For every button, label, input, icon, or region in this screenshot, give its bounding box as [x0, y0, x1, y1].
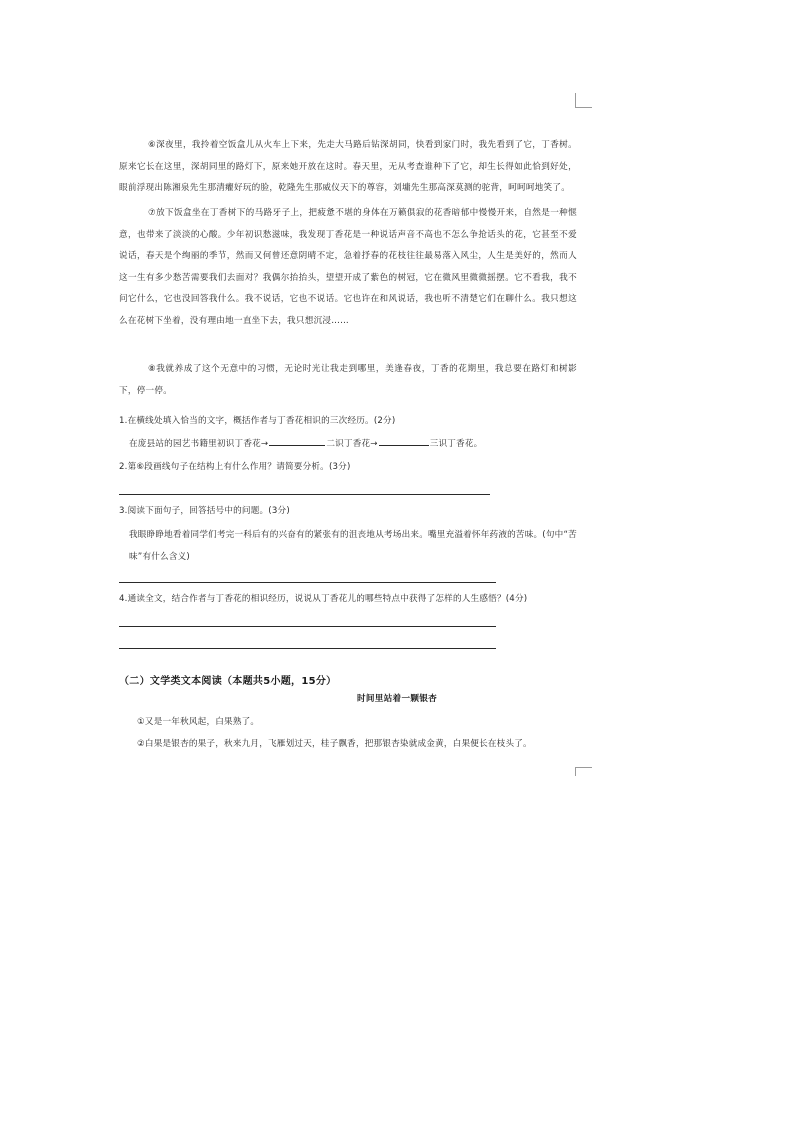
passage-paragraph-7: ⑦放下饭盒坐在丁香树下的马路牙子上，把疲惫不堪的身体在万籁俱寂的花香暗郁中慢慢开来，自然是一种惬意，也带来了淡淡的心酸。少年初识愁滋味，我发现丁香花是一种说话声音不高也不怎么争抢话头的花，它甚至不爱说话，春天是个绚丽的季节，然而又何曾还意阴晴不定，急着抒春的花枝往往最易落入风尘，人生是美好的，然而人这一生有多少愁苦需要我们去面对？我偶尔抬抬头，望望开成了紫色的树冠，它在微风里微微摇摆。它不看我，我不问它什么，它也没回答我什么。我不说话，它也不说话。它也许在和风说话，我也听不清楚它们在聊什么。我只想这么在花树下坐着，没有理由地一直坐下去，我只想沉浸…… [119, 208, 577, 326]
page-corner-mark-bottom [575, 767, 592, 776]
answer-line[interactable] [119, 494, 490, 495]
page-corner-mark-top [575, 93, 592, 108]
question-1-fill-line [129, 434, 482, 455]
passage-paragraph-8: ⑧我就养成了这个无意中的习惯，无论时光让我走到哪里，美逢春夜，丁香的花期里，我总要在路灯和树影下，停一停。 [119, 364, 577, 396]
question-1: 1.在横线处填入恰当的文字，概括作者与丁香花相识的三次经历。(2分) [119, 416, 396, 426]
question-2: 2.第⑥段画线句子在结构上有什么作用？请简要分析。(3分) [119, 462, 351, 472]
passage-paragraph-6: ⑥深夜里，我拎着空饭盒儿从火车上下来，先走大马路后钻深胡同，快看到家门时，我先看到了它，丁香树。原来它长在这里，深胡同里的路灯下，原来她开放在这时。春天里，无从考查谁种下了它，却生长得如此恰到好处，眼前浮现出陈湘泉先生那清癯好玩的脸，乾隆先生那威仪天下的尊容，刘墉先生那高深莫测的驼背，呵呵呵地笑了。 [119, 140, 577, 194]
article-paragraph-2: ②白果是银杏的果子，秋来九月，飞雁划过天，桂子飘香，把那银杏染就成金黄，白果便长在枝头了。 [137, 739, 532, 749]
q1-part-a: 在庞县站的园艺书籍里初识丁香花→ [129, 439, 269, 449]
q1-part-c: 三识丁香花。 [429, 439, 483, 449]
answer-blank-1[interactable] [269, 436, 325, 446]
answer-line[interactable] [119, 582, 496, 583]
question-3-quote: 我眼睁睁地看着同学们考完一科后有的兴奋有的紧张有的沮丧地从考场出来。嘴里充溢着怀年药液的苦味。(句中“苦味”有什么含义) [129, 530, 577, 562]
q1-part-b: 二识丁香花→ [326, 439, 378, 449]
article-title: 时间里站着一颗银杏 [356, 694, 438, 704]
question-3: 3.阅读下面句子，回答括号中的问题。(3分) [119, 506, 290, 516]
section-heading: （二）文学类文本阅读（本题共5小题，15分） [119, 676, 337, 687]
answer-blank-2[interactable] [379, 436, 429, 446]
answer-line[interactable] [119, 626, 496, 627]
question-4: 4.通读全文，结合作者与丁香花的相识经历，说说从丁香花儿的哪些特点中获得了怎样的人生感悟？(4分) [119, 594, 528, 604]
article-paragraph-1: ①又是一年秋风起，白果熟了。 [137, 717, 260, 727]
answer-line[interactable] [119, 648, 496, 649]
